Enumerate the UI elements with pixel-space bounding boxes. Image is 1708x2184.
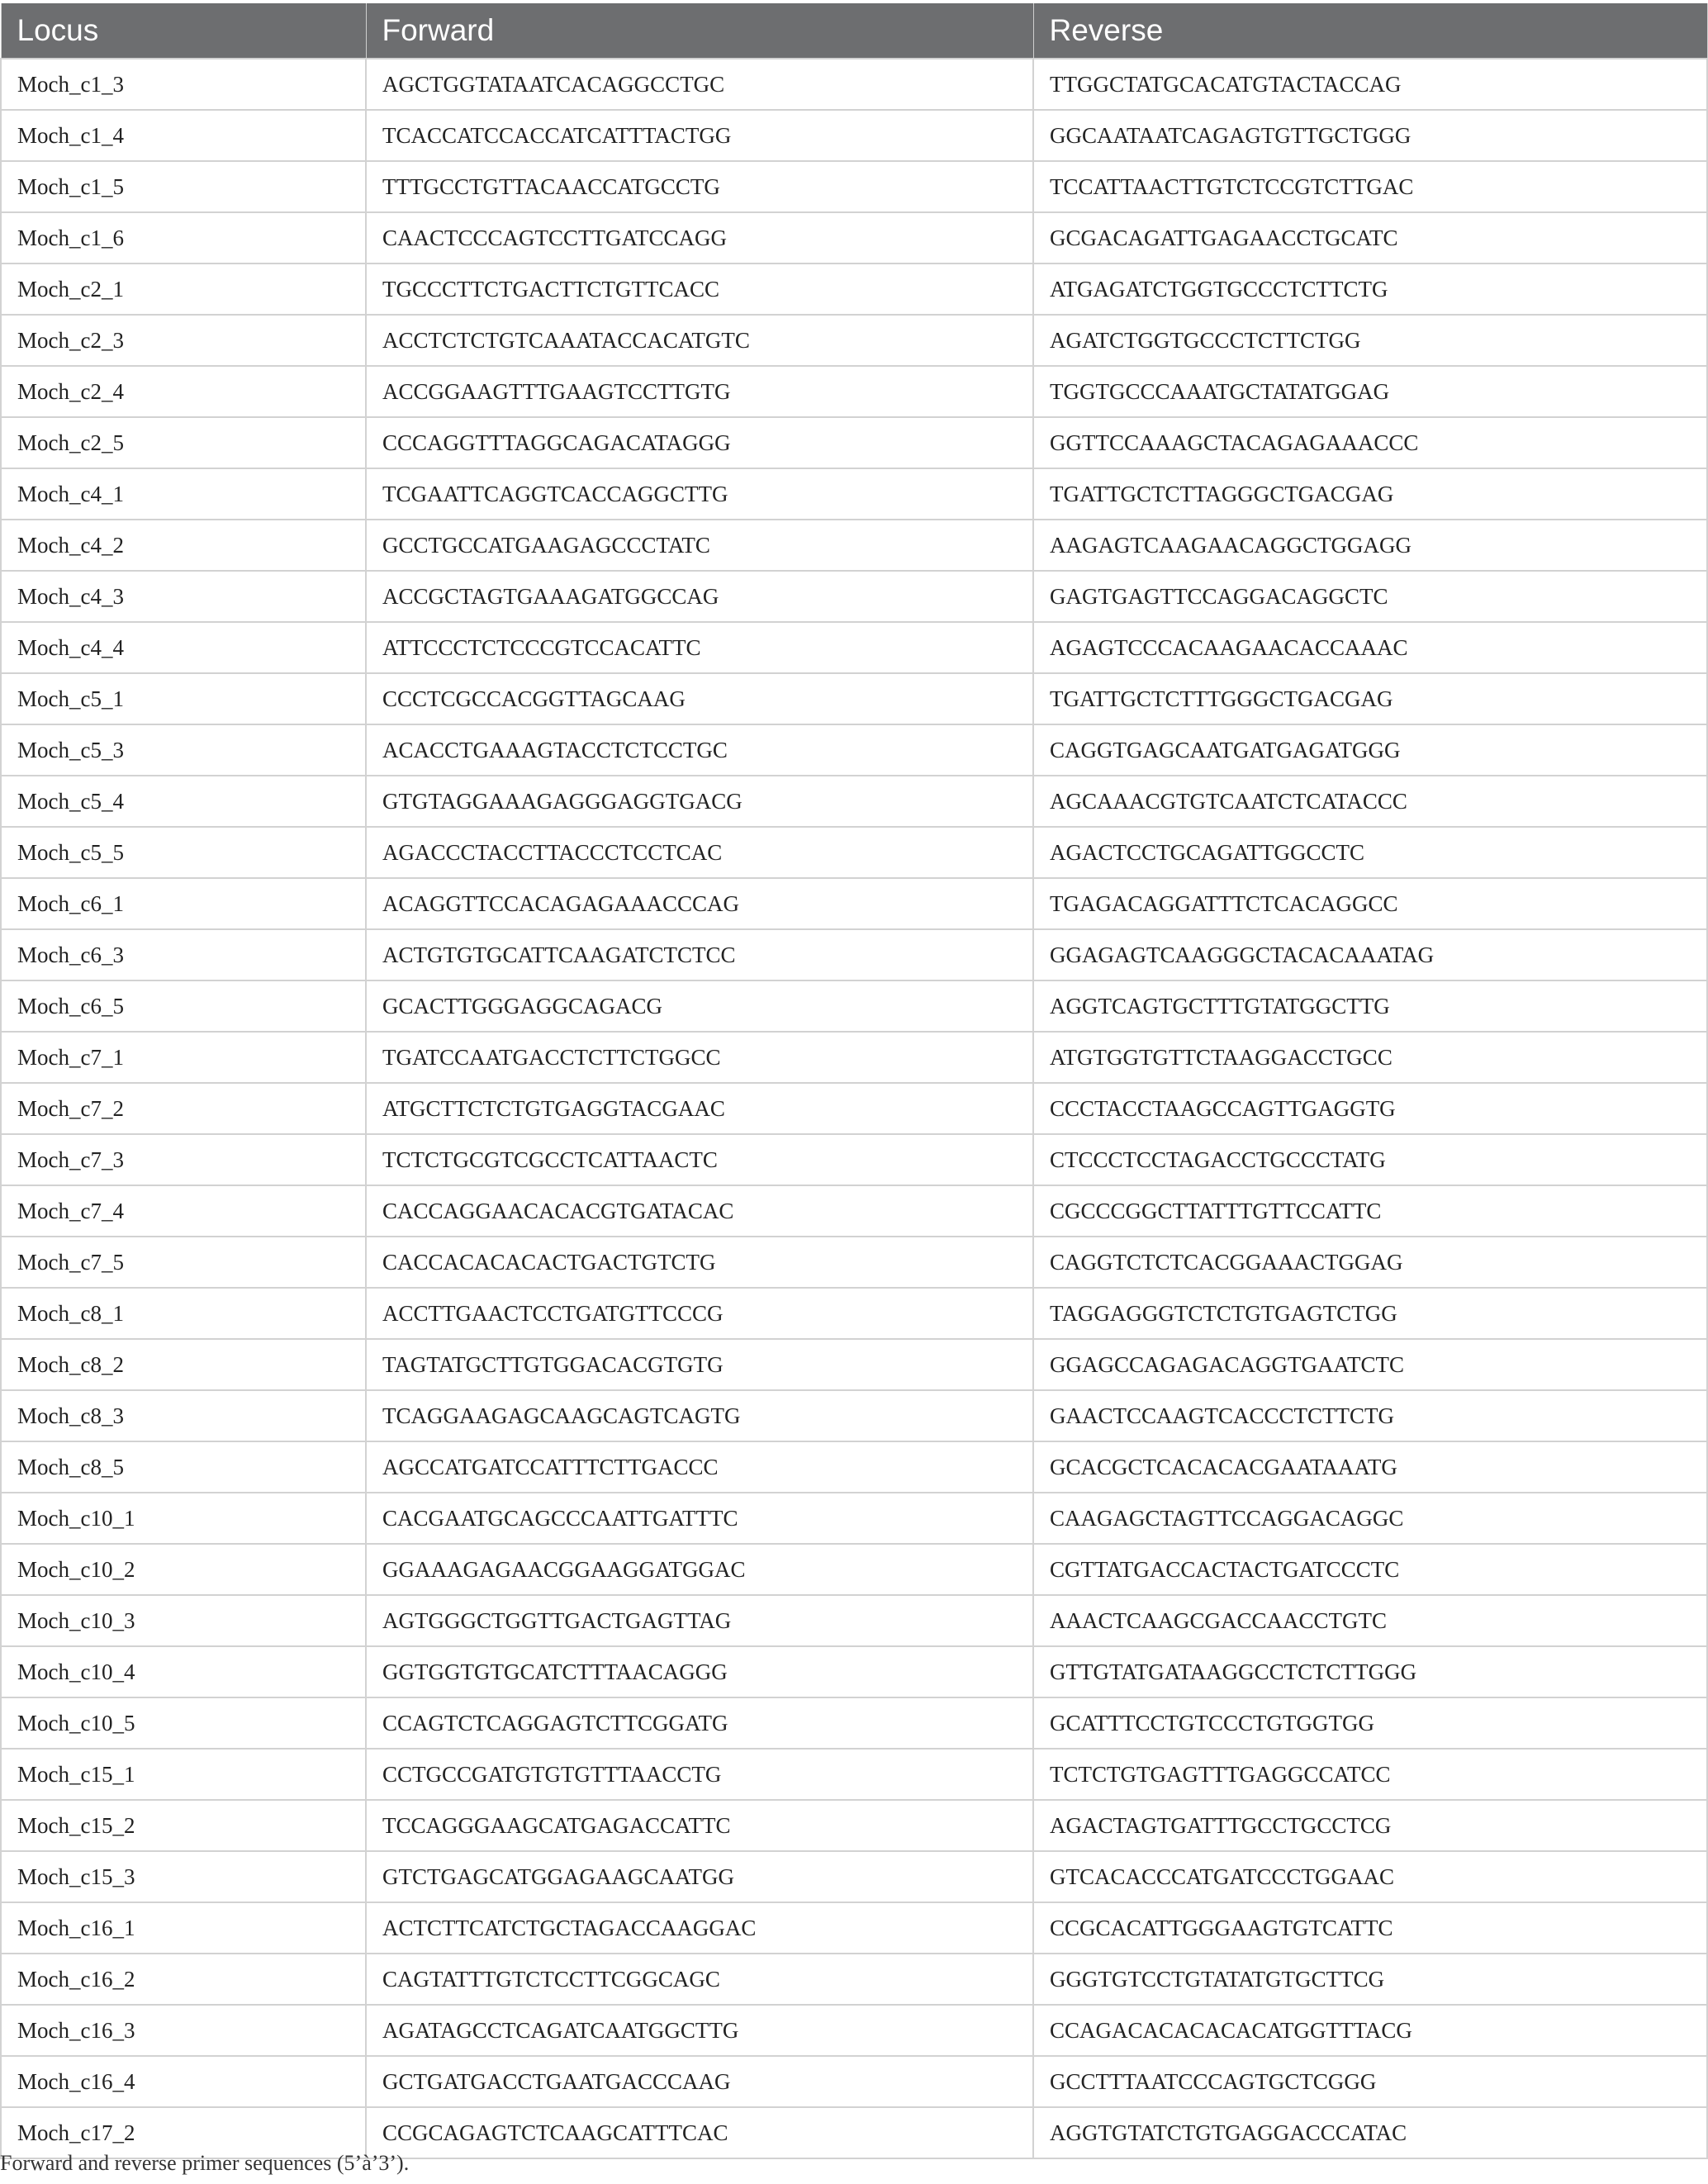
table-row [1, 1441, 1707, 1493]
cell-reverse: GCATTTCCTGTCCCTGTGGTGG [1033, 1697, 1707, 1749]
cell-reverse: GGAGAGTCAAGGGCTACACAAATAG [1033, 929, 1707, 980]
cell-locus: Moch_c7_3 [1, 1134, 366, 1185]
cell-locus: Moch_c5_1 [1, 673, 366, 724]
table-row [1, 2056, 1707, 2107]
cell-reverse: GTTGTATGATAAGGCCTCTCTTGGG [1033, 1646, 1707, 1697]
table-row [1, 59, 1707, 110]
cell-reverse: TGATTGCTCTTAGGGCTGACGAG [1033, 468, 1707, 520]
cell-locus: Moch_c8_1 [1, 1288, 366, 1339]
cell-locus: Moch_c1_6 [1, 212, 366, 264]
table-row [1, 1032, 1707, 1083]
cell-locus: Moch_c6_5 [1, 980, 366, 1032]
cell-reverse: GTCACACCCATGATCCCTGGAAC [1033, 1851, 1707, 1902]
table-row [1, 1902, 1707, 1954]
cell-forward: CACCACACACACTGACTGTCTG [366, 1237, 1033, 1288]
cell-reverse: CAAGAGCTAGTTCCAGGACAGGC [1033, 1493, 1707, 1544]
header-forward: Forward [366, 3, 1033, 59]
cell-forward: CCAGTCTCAGGAGTCTTCGGATG [366, 1697, 1033, 1749]
cell-locus: Moch_c15_2 [1, 1800, 366, 1851]
table-row [1, 1237, 1707, 1288]
cell-locus: Moch_c2_1 [1, 264, 366, 315]
cell-reverse: GCGACAGATTGAGAACCTGCATC [1033, 212, 1707, 264]
table-row [1, 212, 1707, 264]
cell-locus: Moch_c15_1 [1, 1749, 366, 1800]
table-row [1, 1749, 1707, 1800]
cell-forward: GCACTTGGGAGGCAGACG [366, 980, 1033, 1032]
cell-forward: TCTCTGCGTCGCCTCATTAACTC [366, 1134, 1033, 1185]
cell-reverse: AGCAAACGTGTCAATCTCATACCC [1033, 776, 1707, 827]
cell-forward: ACCTTGAACTCCTGATGTTCCCG [366, 1288, 1033, 1339]
cell-reverse: TTGGCTATGCACATGTACTACCAG [1033, 59, 1707, 110]
table-row [1, 980, 1707, 1032]
cell-reverse: CCCTACCTAAGCCAGTTGAGGTG [1033, 1083, 1707, 1134]
table-row [1, 1544, 1707, 1595]
cell-locus: Moch_c10_4 [1, 1646, 366, 1697]
cell-forward: TCCAGGGAAGCATGAGACCATTC [366, 1800, 1033, 1851]
cell-reverse: GAACTCCAAGTCACCCTCTTCTG [1033, 1390, 1707, 1441]
cell-reverse: GAGTGAGTTCCAGGACAGGCTC [1033, 571, 1707, 622]
table-row [1, 673, 1707, 724]
cell-reverse: GGTTCCAAAGCTACAGAGAAACCC [1033, 417, 1707, 468]
table-row [1, 2005, 1707, 2056]
cell-forward: ACTCTTCATCTGCTAGACCAAGGAC [366, 1902, 1033, 1954]
table-row [1, 1493, 1707, 1544]
cell-locus: Moch_c4_2 [1, 520, 366, 571]
cell-locus: Moch_c15_3 [1, 1851, 366, 1902]
table-body [1, 59, 1707, 2158]
cell-forward: CCGCAGAGTCTCAAGCATTTCAC [366, 2107, 1033, 2158]
cell-locus: Moch_c17_2 [1, 2107, 366, 2158]
cell-forward: CAGTATTTGTCTCCTTCGGCAGC [366, 1954, 1033, 2005]
cell-reverse: ATGAGATCTGGTGCCCTCTTCTG [1033, 264, 1707, 315]
cell-forward: AGCCATGATCCATTTCTTGACCC [366, 1441, 1033, 1493]
table-row [1, 571, 1707, 622]
table-footnote: Forward and reverse primer sequences (5’à’3’). [0, 2151, 410, 2175]
cell-forward: TGATCCAATGACCTCTTCTGGCC [366, 1032, 1033, 1083]
table-row [1, 1800, 1707, 1851]
cell-locus: Moch_c5_3 [1, 724, 366, 776]
cell-locus: Moch_c5_5 [1, 827, 366, 878]
table-row [1, 366, 1707, 417]
cell-locus: Moch_c4_1 [1, 468, 366, 520]
cell-locus: Moch_c6_3 [1, 929, 366, 980]
cell-forward: GGTGGTGTGCATCTTTAACAGGG [366, 1646, 1033, 1697]
cell-forward: AGACCCTACCTTACCCTCCTCAC [366, 827, 1033, 878]
cell-locus: Moch_c4_3 [1, 571, 366, 622]
cell-forward: ATTCCCTCTCCCGTCCACATTC [366, 622, 1033, 673]
cell-locus: Moch_c10_1 [1, 1493, 366, 1544]
header-row [1, 3, 1707, 59]
cell-forward: TCGAATTCAGGTCACCAGGCTTG [366, 468, 1033, 520]
table-row [1, 1390, 1707, 1441]
table-header [1, 3, 1707, 59]
cell-forward: TAGTATGCTTGTGGACACGTGTG [366, 1339, 1033, 1390]
table-row [1, 724, 1707, 776]
cell-forward: GTCTGAGCATGGAGAAGCAATGG [366, 1851, 1033, 1902]
cell-locus: Moch_c2_4 [1, 366, 366, 417]
cell-forward: ACAGGTTCCACAGAGAAACCCAG [366, 878, 1033, 929]
cell-forward: TTTGCCTGTTACAACCATGCCTG [366, 161, 1033, 212]
cell-forward: CACCAGGAACACACGTGATACAC [366, 1185, 1033, 1237]
table-row [1, 1697, 1707, 1749]
cell-locus: Moch_c7_4 [1, 1185, 366, 1237]
table-row [1, 776, 1707, 827]
cell-forward: AGCTGGTATAATCACAGGCCTGC [366, 59, 1033, 110]
cell-forward: GCCTGCCATGAAGAGCCCTATC [366, 520, 1033, 571]
cell-locus: Moch_c4_4 [1, 622, 366, 673]
cell-reverse: TGGTGCCCAAATGCTATATGGAG [1033, 366, 1707, 417]
table-row [1, 315, 1707, 366]
cell-reverse: AGACTCCTGCAGATTGGCCTC [1033, 827, 1707, 878]
cell-forward: TCACCATCCACCATCATTTACTGG [366, 110, 1033, 161]
table-row [1, 264, 1707, 315]
table-row [1, 110, 1707, 161]
table-row [1, 1595, 1707, 1646]
table-row [1, 1646, 1707, 1697]
cell-locus: Moch_c10_3 [1, 1595, 366, 1646]
cell-reverse: AAGAGTCAAGAACAGGCTGGAGG [1033, 520, 1707, 571]
table-row [1, 1134, 1707, 1185]
table-row [1, 520, 1707, 571]
cell-reverse: GCCTTTAATCCCAGTGCTCGGG [1033, 2056, 1707, 2107]
cell-locus: Moch_c16_3 [1, 2005, 366, 2056]
table-row [1, 468, 1707, 520]
header-reverse: Reverse [1033, 3, 1707, 59]
cell-forward: TCAGGAAGAGCAAGCAGTCAGTG [366, 1390, 1033, 1441]
cell-locus: Moch_c16_4 [1, 2056, 366, 2107]
header-locus: Locus [1, 3, 366, 59]
cell-reverse: CCAGACACACACACATGGTTTACG [1033, 2005, 1707, 2056]
cell-locus: Moch_c8_3 [1, 1390, 366, 1441]
cell-reverse: CAGGTGAGCAATGATGAGATGGG [1033, 724, 1707, 776]
table-row [1, 1851, 1707, 1902]
cell-locus: Moch_c6_1 [1, 878, 366, 929]
table-row [1, 1954, 1707, 2005]
cell-forward: GCTGATGACCTGAATGACCCAAG [366, 2056, 1033, 2107]
cell-locus: Moch_c16_1 [1, 1902, 366, 1954]
cell-reverse: AGATCTGGTGCCCTCTTCTGG [1033, 315, 1707, 366]
cell-reverse: CCGCACATTGGGAAGTGTCATTC [1033, 1902, 1707, 1954]
cell-reverse: GGCAATAATCAGAGTGTTGCTGGG [1033, 110, 1707, 161]
cell-locus: Moch_c1_4 [1, 110, 366, 161]
cell-reverse: AGGTCAGTGCTTTGTATGGCTTG [1033, 980, 1707, 1032]
cell-locus: Moch_c16_2 [1, 1954, 366, 2005]
table-row [1, 1288, 1707, 1339]
cell-reverse: TCCATTAACTTGTCTCCGTCTTGAC [1033, 161, 1707, 212]
table-row [1, 878, 1707, 929]
cell-reverse: CGTTATGACCACTACTGATCCCTC [1033, 1544, 1707, 1595]
table-row [1, 417, 1707, 468]
cell-forward: ACACCTGAAAGTACCTCTCCTGC [366, 724, 1033, 776]
cell-reverse: TAGGAGGGTCTCTGTGAGTCTGG [1033, 1288, 1707, 1339]
cell-forward: GGAAAGAGAACGGAAGGATGGAC [366, 1544, 1033, 1595]
cell-reverse: TCTCTGTGAGTTTGAGGCCATCC [1033, 1749, 1707, 1800]
cell-forward: AGTGGGCTGGTTGACTGAGTTAG [366, 1595, 1033, 1646]
cell-forward: CACGAATGCAGCCCAATTGATTTC [366, 1493, 1033, 1544]
cell-forward: ACCTCTCTGTCAAATACCACATGTC [366, 315, 1033, 366]
cell-forward: CCCAGGTTTAGGCAGACATAGGG [366, 417, 1033, 468]
cell-locus: Moch_c10_5 [1, 1697, 366, 1749]
cell-reverse: AGGTGTATCTGTGAGGACCCATAC [1033, 2107, 1707, 2158]
cell-reverse: GCACGCTCACACACGAATAAATG [1033, 1441, 1707, 1493]
table-row [1, 622, 1707, 673]
cell-forward: CCTGCCGATGTGTGTTTAACCTG [366, 1749, 1033, 1800]
primer-table [0, 3, 1708, 2159]
table-row [1, 929, 1707, 980]
cell-forward: GTGTAGGAAAGAGGGAGGTGACG [366, 776, 1033, 827]
cell-locus: Moch_c1_5 [1, 161, 366, 212]
cell-forward: ACCGCTAGTGAAAGATGGCCAG [366, 571, 1033, 622]
cell-locus: Moch_c10_2 [1, 1544, 366, 1595]
cell-locus: Moch_c7_2 [1, 1083, 366, 1134]
table-row [1, 161, 1707, 212]
cell-locus: Moch_c7_5 [1, 1237, 366, 1288]
cell-forward: AGATAGCCTCAGATCAATGGCTTG [366, 2005, 1033, 2056]
cell-forward: CAACTCCCAGTCCTTGATCCAGG [366, 212, 1033, 264]
cell-forward: ACTGTGTGCATTCAAGATCTCTCC [366, 929, 1033, 980]
cell-reverse: GGGTGTCCTGTATATGTGCTTCG [1033, 1954, 1707, 2005]
cell-locus: Moch_c8_2 [1, 1339, 366, 1390]
cell-locus: Moch_c8_5 [1, 1441, 366, 1493]
cell-locus: Moch_c5_4 [1, 776, 366, 827]
cell-reverse: GGAGCCAGAGACAGGTGAATCTC [1033, 1339, 1707, 1390]
table-row [1, 827, 1707, 878]
cell-reverse: TGAGACAGGATTTCTCACAGGCC [1033, 878, 1707, 929]
cell-forward: ATGCTTCTCTGTGAGGTACGAAC [366, 1083, 1033, 1134]
cell-reverse: AGAGTCCCACAAGAACACCAAAC [1033, 622, 1707, 673]
cell-reverse: AAACTCAAGCGACCAACCTGTC [1033, 1595, 1707, 1646]
cell-reverse: CGCCCGGCTTATTTGTTCCATTC [1033, 1185, 1707, 1237]
table-row [1, 1185, 1707, 1237]
cell-reverse: ATGTGGTGTTCTAAGGACCTGCC [1033, 1032, 1707, 1083]
cell-locus: Moch_c7_1 [1, 1032, 366, 1083]
table-row [1, 1339, 1707, 1390]
cell-forward: TGCCCTTCTGACTTCTGTTCACC [366, 264, 1033, 315]
primer-table-container [0, 3, 1706, 2159]
cell-reverse: AGACTAGTGATTTGCCTGCCTCG [1033, 1800, 1707, 1851]
cell-reverse: TGATTGCTCTTTGGGCTGACGAG [1033, 673, 1707, 724]
cell-locus: Moch_c2_5 [1, 417, 366, 468]
cell-reverse: CAGGTCTCTCACGGAAACTGGAG [1033, 1237, 1707, 1288]
cell-locus: Moch_c2_3 [1, 315, 366, 366]
cell-reverse: CTCCCTCCTAGACCTGCCCTATG [1033, 1134, 1707, 1185]
cell-forward: ACCGGAAGTTTGAAGTCCTTGTG [366, 366, 1033, 417]
cell-locus: Moch_c1_3 [1, 59, 366, 110]
cell-forward: CCCTCGCCACGGTTAGCAAG [366, 673, 1033, 724]
table-row [1, 1083, 1707, 1134]
